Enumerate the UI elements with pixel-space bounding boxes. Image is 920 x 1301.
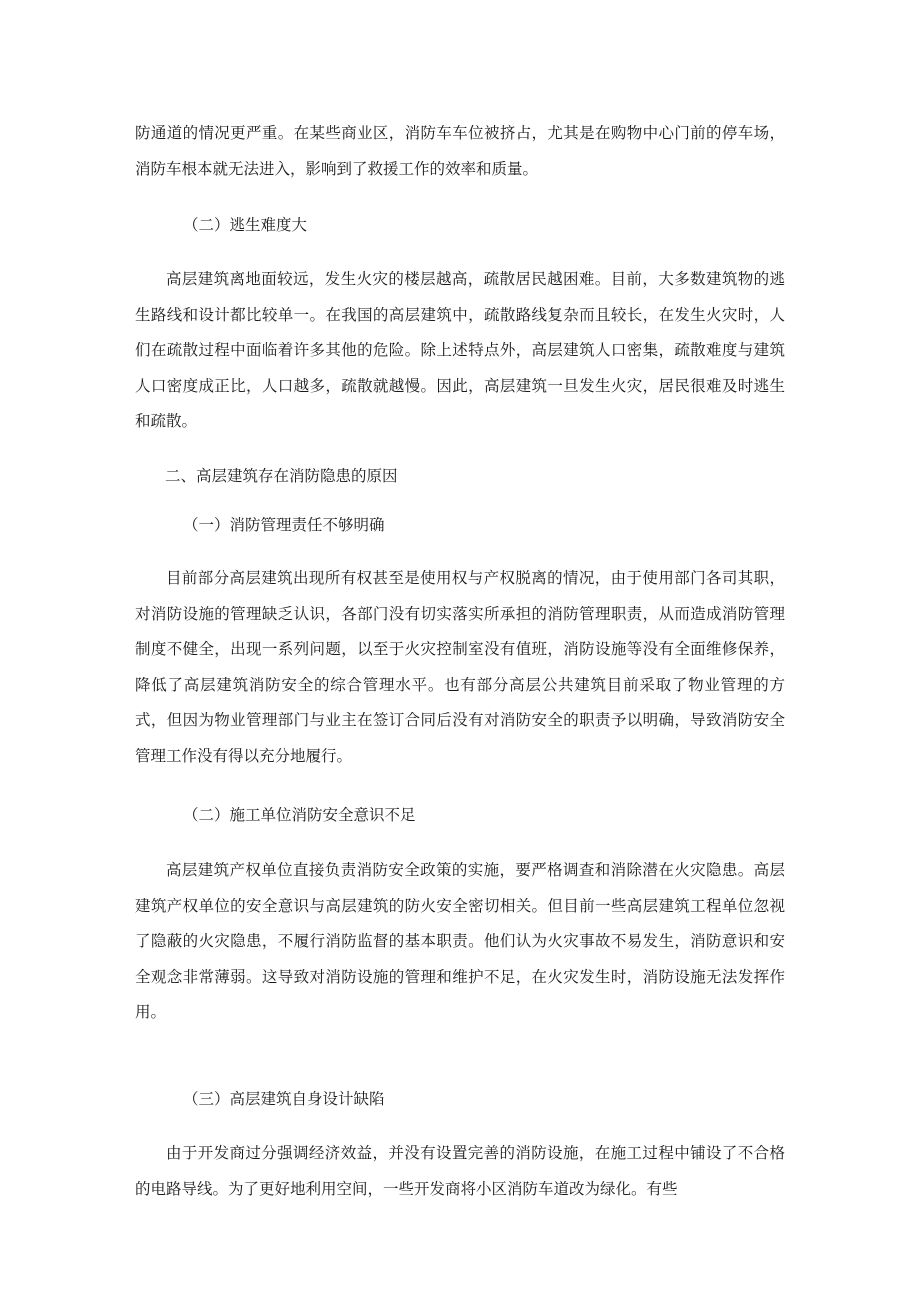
paragraph-design-defects: 由于开发商过分强调经济效益，并没有设置完善的消防设施，在施工过程中铺设了不合格的电路导线。为了更好地利用空间，一些开发商将小区消防车道改为绿化。有些	[135, 1144, 785, 1198]
paragraph-construction-awareness: 高层建筑产权单位直接负责消防安全政策的实施，要严格调查和消除潜在火灾隐患。高层建筑产权单位的安全意识与高层建筑的防火安全密切相关。但目前一些高层建筑工程单位忽视了隐蔽的火灾隐患，不履行消防监督的基本职责。他们认为火灾事故不易发生，消防意识和安全观念非常薄弱。这导致对消防设施的管理和维护不足，在火灾发生时，消防设施无法发挥作用。	[135, 861, 785, 1022]
heading-section-causes: 二、高层建筑存在消防隐患的原因	[165, 467, 398, 485]
heading-escape-difficulty: （二）逃生难度大	[183, 216, 308, 234]
heading-design-defects: （三）高层建筑自身设计缺陷	[183, 1090, 385, 1108]
paragraph-continued: 防通道的情况更严重。在某些商业区，消防车车位被挤占，尤其是在购物中心门前的停车场，消防车根本就无法进入，影响到了救援工作的效率和质量。	[135, 124, 785, 178]
paragraph-escape-difficulty: 高层建筑离地面较远，发生火灾的楼层越高，疏散居民越困难。目前，大多数建筑物的逃生路线和设计都比较单一。在我国的高层建筑中，疏散路线复杂而且较长，在发生火灾时，人们在疏散过程中面临着许多其他的危险。除上述特点外，高层建筑人口密集，疏散难度与建筑人口密度成正比，人口越多，疏散就越慢。因此，高层建筑一旦发生火灾，居民很难及时逃生和疏散。	[135, 270, 785, 431]
heading-management-responsibility: （一）消防管理责任不够明确	[183, 516, 385, 534]
heading-construction-awareness: （二）施工单位消防安全意识不足	[183, 806, 416, 824]
paragraph-management-responsibility: 目前部分高层建筑出现所有权甚至是使用权与产权脱离的情况，由于使用部门各司其职，对消防设施的管理缺乏认识，各部门没有切实落实所承担的消防管理职责，从而造成消防管理制度不健全，出现一系列问题，以至于火灾控制室没有值班，消防设施等没有全面维修保养，降低了高层建筑消防安全的综合管理水平。也有部分高层公共建筑目前采取了物业管理的方式，但因为物业管理部门与业主在签订合同后没有对消防安全的职责予以明确，导致消防安全管理工作没有得以充分地履行。	[135, 569, 785, 765]
